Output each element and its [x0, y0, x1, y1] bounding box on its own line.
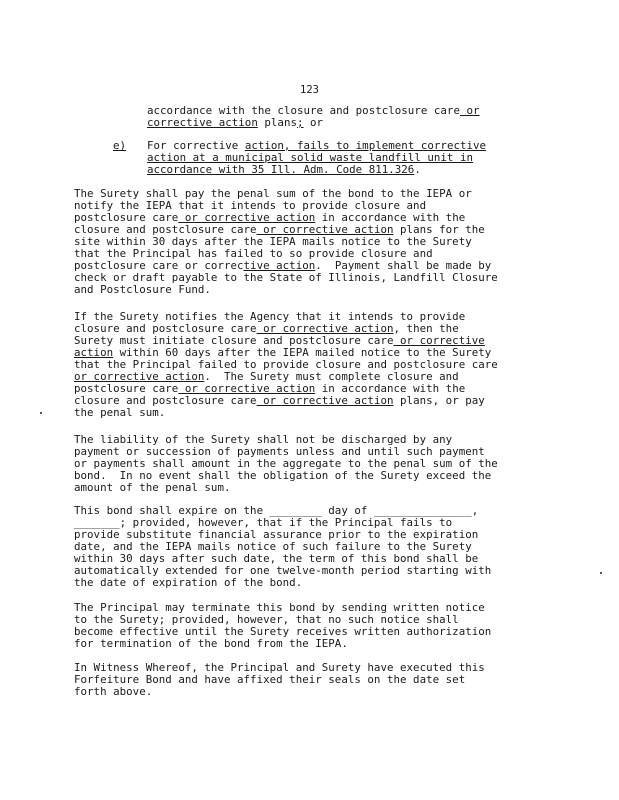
text-run: or [303, 116, 324, 129]
text-run: within 30 days after such date, the term of this bond shall be [74, 552, 479, 565]
text-run: to the Surety; provided, however, that no such notice shall [74, 613, 459, 626]
text-run: date, and the IEPA mails notice of such failure to the Surety [74, 540, 472, 553]
scan-speck [600, 572, 602, 574]
item-e-line [147, 164, 421, 176]
text-run: check or draft payable to the State of Illinois, Landfill Closure [74, 271, 498, 284]
underlined-text: or corrective action [178, 382, 316, 395]
text-run: in accordance with the [315, 382, 466, 395]
text-run: Surety must initiate closure and postclosure care [74, 334, 394, 347]
text-run: Forfeiture Bond and have affixed their seals on the date set [74, 673, 466, 686]
paragraph-line [74, 686, 152, 698]
underlined-text: tive action [243, 259, 316, 272]
underlined-text: action, fails to implement corrective [244, 139, 487, 152]
text-run: plans for the [393, 223, 485, 236]
text-run: The Surety shall pay the penal sum of the bond to the IEPA or [74, 187, 472, 200]
scan-speck [40, 412, 42, 414]
text-run: The Principal may terminate this bond by sending written notice [74, 601, 485, 614]
text-run: that the Principal has failed to so provide closure and [74, 247, 433, 260]
text-run: automatically extended for one twelve-month period starting with [74, 564, 492, 577]
paragraph-line [74, 284, 211, 296]
text-run: amount of the penal sum. [74, 481, 231, 494]
text-run: or payments shall amount in the aggregate to the penal sum of the [74, 457, 498, 470]
text-run: In Witness Whereof, the Principal and Surety have executed this [74, 661, 485, 674]
text-run: If the Surety notifies the Agency that it intends to provide [74, 310, 466, 323]
paragraph-line [74, 482, 231, 494]
underlined-text: or [459, 104, 480, 117]
text-run: plans, or pay [393, 394, 485, 407]
text-run: postclosure care [74, 382, 179, 395]
text-run: provide substitute financial assurance prior to the expiration [74, 528, 479, 541]
text-run: For corrective [147, 139, 245, 152]
underlined-text: accordance with 35 Ill. Adm. Code 811.326 [147, 163, 415, 176]
item-e-label: e) [113, 139, 127, 152]
text-run: accordance with the closure and postclosure care [147, 104, 460, 117]
text-run: . [414, 163, 421, 176]
text-run: notify the IEPA that it intends to provide closure and [74, 199, 427, 212]
text-run: This bond shall expire on the ________ day of _______________, [74, 504, 479, 517]
text-run: and Postclosure Fund. [74, 283, 211, 296]
underlined-text: ; [296, 116, 304, 129]
underlined-text: or corrective [393, 334, 485, 347]
page-number: 123 [300, 84, 319, 96]
text-run: . Payment shall be made by [315, 259, 492, 272]
text-run: in accordance with the [315, 211, 466, 224]
text-run: the penal sum. [74, 406, 166, 419]
paragraph-line [74, 577, 302, 589]
underlined-text: action [74, 346, 114, 359]
underlined-text: action at a municipal solid waste landfill unit in [147, 151, 474, 164]
text-run: become effective until the Surety receives written authorization [74, 625, 492, 638]
text-run: plans [257, 116, 297, 129]
paragraph-line [74, 407, 165, 419]
text-run: postclosure care or correc [74, 259, 244, 272]
text-run: postclosure care [74, 211, 179, 224]
text-run: within 60 days after the IEPA mailed notice to the Surety [113, 346, 492, 359]
text-run: bond. In no event shall the obligation of the Surety exceed the [74, 469, 492, 482]
text-run: closure and postclosure care [74, 394, 257, 407]
text-run: for termination of the bond from the IEPA. [74, 637, 348, 650]
underlined-text: or corrective action [256, 322, 394, 335]
text-run: closure and postclosure care [74, 223, 257, 236]
underlined-text: or corrective action [178, 211, 316, 224]
underlined-text: or corrective action [256, 394, 394, 407]
paragraph-line [74, 638, 348, 650]
text-run: the date of expiration of the bond. [74, 576, 303, 589]
underlined-text: corrective action [147, 116, 258, 129]
text-run: closure and postclosure care [74, 322, 257, 335]
text-run: forth above. [74, 685, 153, 698]
underlined-text: or corrective action [256, 223, 394, 236]
underlined-text: or corrective action [74, 370, 205, 383]
text-run: . The Surety must complete closure and [204, 370, 459, 383]
text-run: , then the [393, 322, 459, 335]
continued-item-line [147, 117, 323, 129]
text-run: site within 30 days after the IEPA mails notice to the Surety [74, 235, 472, 248]
text-run: The liability of the Surety shall not be discharged by any [74, 433, 453, 446]
text-run: that the Principal failed to provide closure and postclosure care [74, 358, 498, 371]
text-run: _______; provided, however, that if the Principal fails to [74, 516, 453, 529]
text-run: payment or succession of payments unless and until such payment [74, 445, 485, 458]
